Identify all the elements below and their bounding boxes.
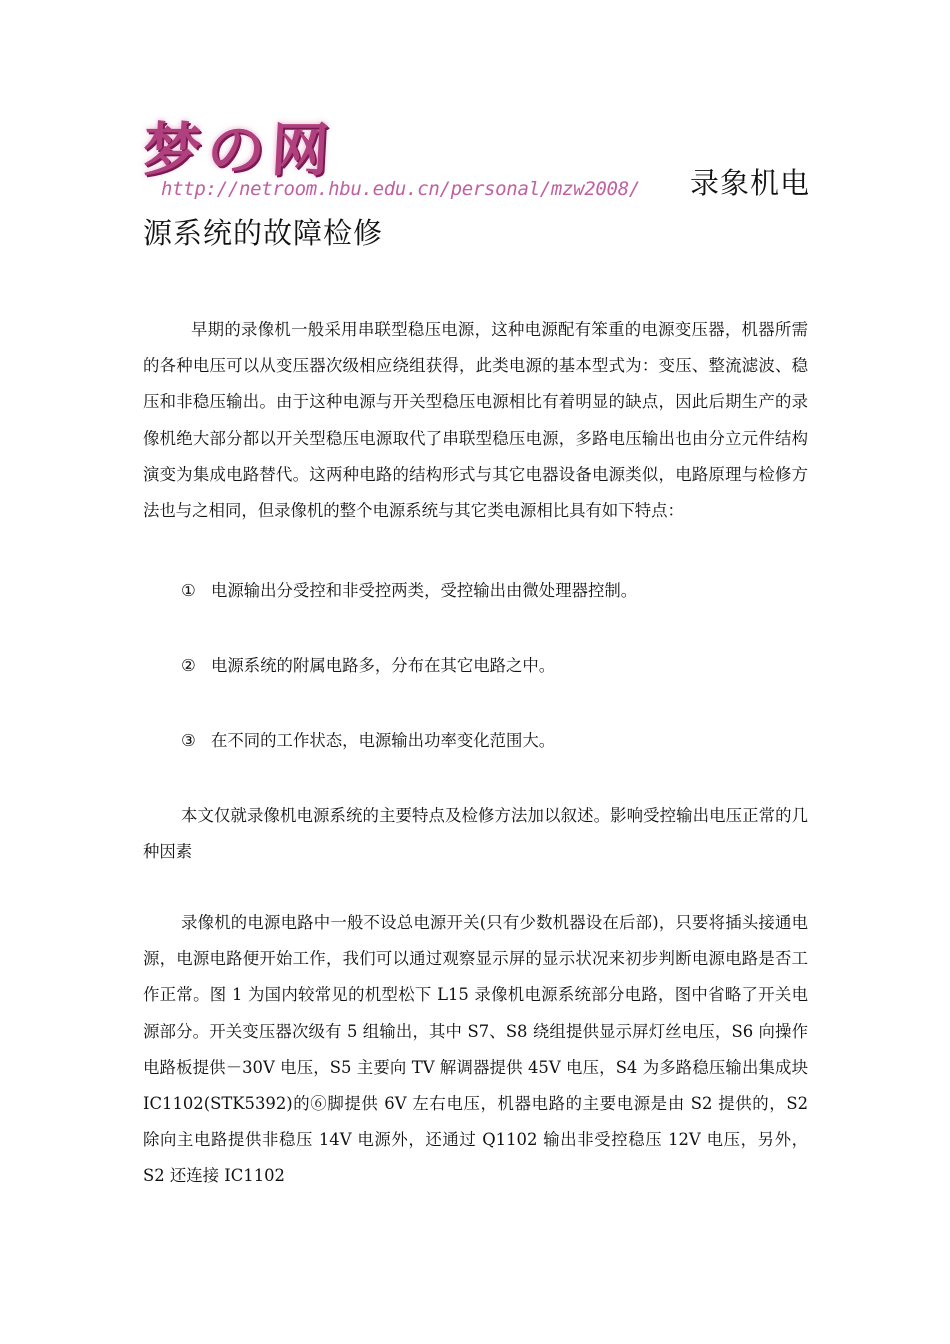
site-logo <box>141 116 640 208</box>
feature-item-2 <box>181 648 555 684</box>
feature-number: ③ <box>181 731 196 750</box>
detail-paragraph: 录像机的电源电路中一般不设总电源开关(只有少数机器设在后部)，只要将插头接通电源，电源电路便开始工作，我们可以通过观察显示屏的显示状况来初步判断电源电路是否工作正常。图 1 为国内较常见的机型松下 L15 录像机电源系统部分电路，图中省略了开关电源部分。开关变压器次级有 5 组输出，其中 S7、S8 绕组提供显示屏灯丝电压，S6 向操作电路板提供－30V 电压，S5 主要向 TV 解调器提供 45V 电压，S4 为多路稳压输出集成块 IC1102(STK5392)的⑥脚提供 6V 左右电压，机器电路的主要电源是由 S2 提供的，S2 除向主电路提供非稳压 14V 电源外，还通过 Q1102 输出非受控稳压 12V 电压，另外，S2 还连接 IC1102 <box>143 913 808 1186</box>
feature-text: 在不同的工作状态，电源输出功率变化范围大。 <box>211 731 556 750</box>
document-title-part2: 源系统的故障检修 <box>143 216 384 250</box>
feature-text: 电源系统的附属电路多，分布在其它电路之中。 <box>211 656 556 675</box>
logo-text: 梦の网 <box>141 116 337 184</box>
document-title-part1: 录象机电 <box>690 166 811 200</box>
feature-item-3 <box>181 723 555 759</box>
intro-paragraph: 早期的录像机一般采用串联型稳压电源，这种电源配有笨重的电源变压器，机器所需的各种电压可以从变压器次级相应绕组获得，此类电源的基本型式为：变压、整流滤波、稳压和非稳压输出。由于这种电源与开关型稳压电源相比有着明显的缺点，因此后期生产的录像机绝大部分都以开关型稳压电源取代了串联型稳压电源，多路电压输出也由分立元件结构演变为集成电路替代。这两种电路的结构形式与其它电器设备电源类似，电路原理与检修方法也与之相同，但录像机的整个电源系统与其它类电源相比具有如下特点： <box>143 320 808 521</box>
feature-number: ① <box>181 581 196 600</box>
feature-item-1 <box>181 573 637 609</box>
logo-url: http://netroom.hbu.edu.cn/personal/mzw2008/ <box>161 178 640 200</box>
feature-number: ② <box>181 656 196 675</box>
feature-text: 电源输出分受控和非受控两类，受控输出由微处理器控制。 <box>211 581 638 600</box>
summary-paragraph: 本文仅就录像机电源系统的主要特点及检修方法加以叙述。影响受控输出电压正常的几种因素 <box>143 806 808 862</box>
